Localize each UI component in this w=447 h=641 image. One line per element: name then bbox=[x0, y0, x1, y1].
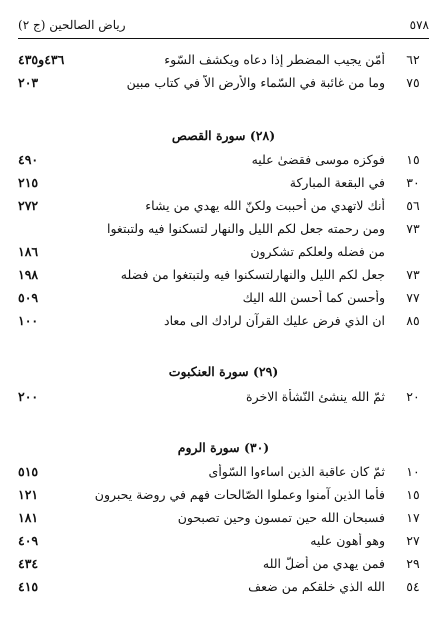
ayah-text: فوكزه موسى فقضىٰ عليه bbox=[251, 152, 385, 167]
index-row bbox=[18, 533, 429, 555]
page-reference: ٥١٥ bbox=[18, 464, 39, 479]
page-reference: ١٨١ bbox=[18, 510, 39, 525]
ayah-number: ٢٧ bbox=[406, 533, 420, 548]
ayah-number: ٣٠ bbox=[406, 175, 420, 190]
ayah-number: ٧٥ bbox=[406, 75, 420, 90]
page-reference: ١٨٦ bbox=[18, 244, 39, 259]
ayah-text: ان الذي فرض عليك القرآن لرادك الى معاد bbox=[164, 313, 385, 328]
index-row bbox=[18, 290, 429, 312]
ayah-text: فسبحان الله حين تمسون وحين تصبحون bbox=[177, 510, 385, 525]
ayah-text: أنك لاتهدي من أحببت ولكنّ الله يهدي من يشاء bbox=[145, 198, 385, 213]
index-row-continuation bbox=[18, 244, 429, 266]
page-reference: ٤١٥ bbox=[18, 579, 39, 594]
index-row bbox=[18, 487, 429, 509]
ayah-text: جعل لكم الليل والنهارلتسكنوا فيه ولتبتغوا من فضله bbox=[120, 267, 385, 282]
page-reference: ١٢١ bbox=[18, 487, 39, 502]
surah-heading: (٢٨) سورة القصص bbox=[171, 128, 276, 143]
ayah-text: من فضله ولعلكم تشكرون bbox=[250, 244, 385, 259]
page-reference: ٢٠٠ bbox=[18, 389, 39, 404]
ayah-text: فأما الذين آمنوا وعملوا الصّالحات فهم في روضة يحبرون bbox=[94, 487, 385, 502]
ayah-number: ١٥ bbox=[406, 487, 420, 502]
ayah-number: ٢٩ bbox=[406, 556, 420, 571]
ayah-text: أمّن يجيب المضطر إذا دعاه ويكشف السّوء bbox=[164, 52, 385, 67]
index-row bbox=[18, 175, 429, 197]
index-row bbox=[18, 221, 429, 243]
surah-heading: (٣٠) سورة الروم bbox=[177, 440, 270, 455]
ayah-number: ٧٧ bbox=[406, 290, 420, 305]
page-reference: ٤٩٠ bbox=[18, 152, 39, 167]
ayah-text: ثمّ الله ينشئ النّشأة الاخرة bbox=[246, 389, 385, 404]
index-row bbox=[18, 313, 429, 335]
page-reference: ٤٣٤ bbox=[18, 556, 39, 571]
index-row bbox=[18, 464, 429, 486]
ayah-number: ٨٥ bbox=[406, 313, 420, 328]
ayah-text: في البقعة المباركة bbox=[289, 175, 385, 190]
page-reference: ٤٣٦و٤٣٥ bbox=[18, 52, 65, 67]
ayah-text: وأحسن كما أحسن الله اليك bbox=[242, 290, 385, 305]
book-title: رياض الصالحين (ج ٢) bbox=[18, 18, 126, 32]
ayah-text: وما من غائبة في السّماء والأرض الاّ في كتاب مبين bbox=[126, 75, 385, 90]
header-rule bbox=[18, 38, 429, 39]
ayah-number: ٥٤ bbox=[406, 579, 420, 594]
index-row bbox=[18, 198, 429, 220]
running-header bbox=[18, 14, 429, 36]
ayah-number: ٥٦ bbox=[406, 198, 420, 213]
ayah-number: ٦٢ bbox=[406, 52, 420, 67]
page-reference: ٢٧٢ bbox=[18, 198, 39, 213]
ayah-number: ١٠ bbox=[406, 464, 420, 479]
index-row bbox=[18, 556, 429, 578]
index-row bbox=[18, 267, 429, 289]
ayah-text: ومن رحمته جعل لكم الليل والنهار لتسكنوا فيه ولتبتغوا bbox=[106, 221, 385, 236]
ayah-text: الله الذي خلقكم من ضعف bbox=[248, 579, 385, 594]
page-reference: ١٩٨ bbox=[18, 267, 39, 282]
page-reference: ٥٠٩ bbox=[18, 290, 39, 305]
index-row bbox=[18, 510, 429, 532]
index-row bbox=[18, 75, 429, 97]
ayah-number: ٧٣ bbox=[406, 267, 420, 282]
index-row bbox=[18, 389, 429, 411]
ayah-text: ثمّ كان عاقبة الذين اساءوا السّوأى bbox=[208, 464, 385, 479]
index-row bbox=[18, 52, 429, 74]
ayah-text: وهو أهون عليه bbox=[310, 533, 385, 548]
index-row bbox=[18, 579, 429, 601]
page-reference: ٢١٥ bbox=[18, 175, 39, 190]
page-number: ٥٧٨ bbox=[409, 18, 429, 32]
ayah-number: ١٧ bbox=[406, 510, 420, 525]
ayah-number: ٧٣ bbox=[406, 221, 420, 236]
index-row bbox=[18, 152, 429, 174]
surah-heading: (٢٩) سورة العنكبوت bbox=[168, 364, 279, 379]
page-reference: ٢٠٣ bbox=[18, 75, 39, 90]
ayah-text: فمن يهدي من أضلّ الله bbox=[262, 556, 385, 571]
page-reference: ١٠٠ bbox=[18, 313, 39, 328]
ayah-number: ١٥ bbox=[406, 152, 420, 167]
page-reference: ٤٠٩ bbox=[18, 533, 39, 548]
ayah-number: ٢٠ bbox=[406, 389, 420, 404]
